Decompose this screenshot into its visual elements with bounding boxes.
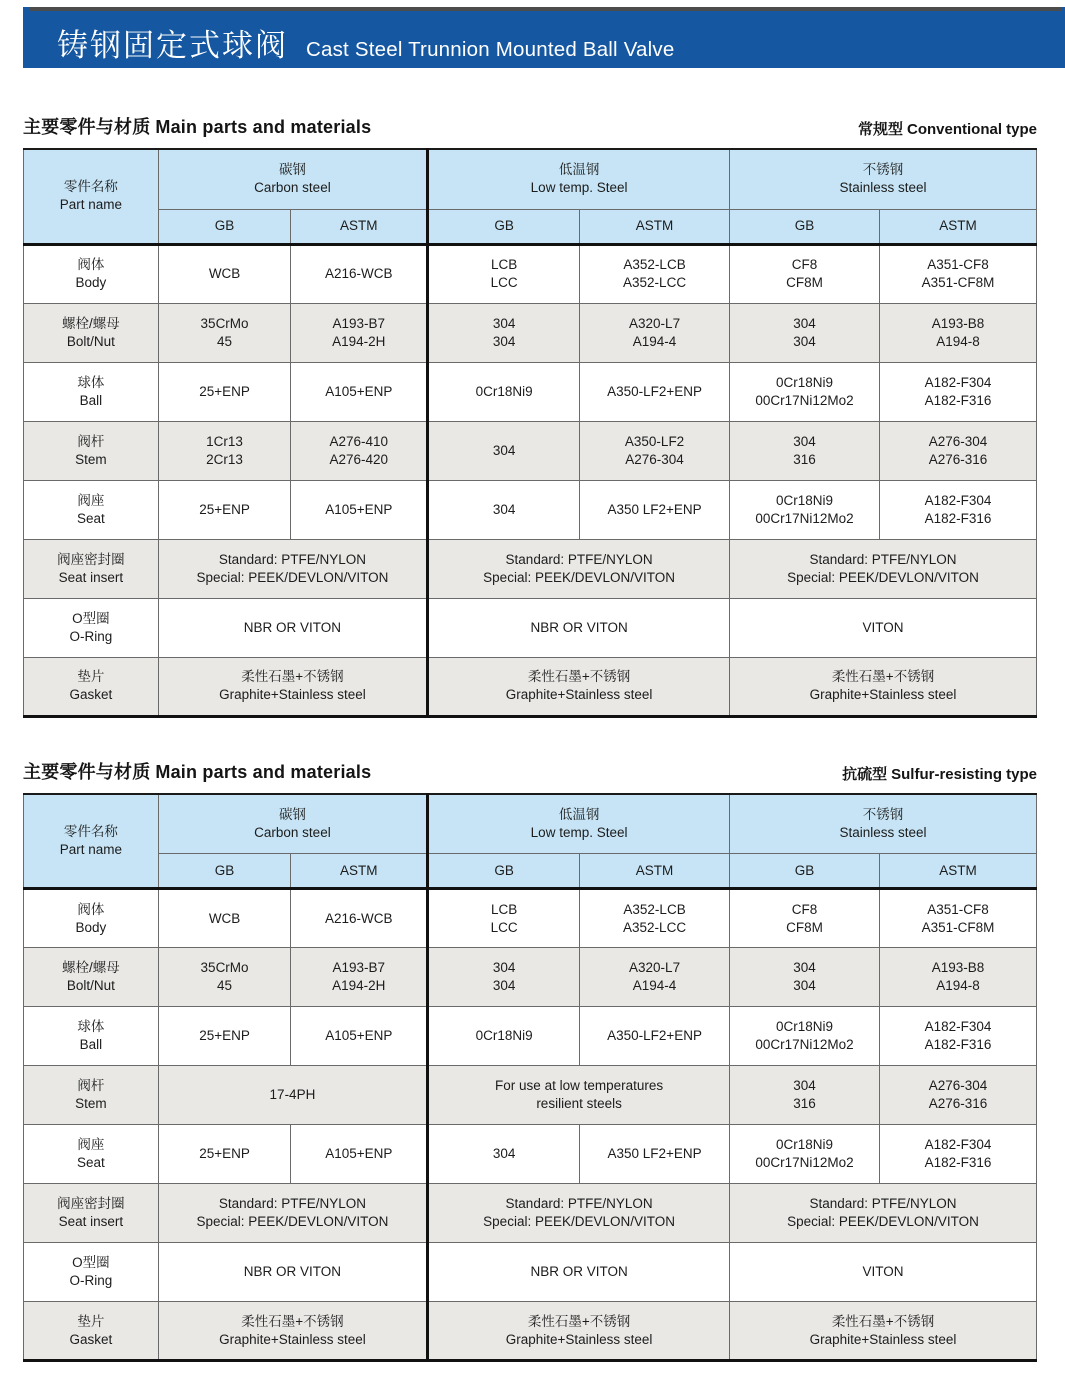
- page-title-zh: 铸钢固定式球阀: [57, 28, 288, 63]
- material-cell: A193-B7 A194-2H: [291, 303, 428, 362]
- table-row: [24, 539, 1037, 598]
- header-subcol-astm: ASTM: [580, 209, 730, 244]
- type-label-zh: 常规型: [857, 121, 903, 138]
- section-title-en: Main parts and materials: [155, 117, 372, 137]
- material-cell: VITON: [730, 598, 1037, 657]
- table-row: [24, 244, 1037, 303]
- table-row: [24, 1184, 1037, 1243]
- materials-table-conventional: [23, 148, 1037, 718]
- header-part-name: 零件名称 Part name: [24, 149, 159, 244]
- material-cell: A193-B8 A194-8: [879, 303, 1036, 362]
- header-group-row: [24, 149, 1037, 209]
- header-group-stainless-steel: 不锈钢 Stainless steel: [730, 794, 1037, 854]
- title-banner: [23, 7, 1065, 68]
- material-cell: A350-LF2+ENP: [580, 1007, 730, 1066]
- header-subcol-astm: ASTM: [291, 854, 428, 889]
- material-cell: VITON: [730, 1243, 1037, 1302]
- material-cell: A105+ENP: [291, 1007, 428, 1066]
- header-subcol-astm: ASTM: [291, 209, 428, 244]
- material-cell: CF8 CF8M: [730, 244, 880, 303]
- table-row: [24, 889, 1037, 948]
- table-row: [24, 948, 1037, 1007]
- material-cell: A351-CF8 A351-CF8M: [879, 244, 1036, 303]
- material-cell: Standard: PTFE/NYLON Special: PEEK/DEVLON/VITON: [158, 1184, 427, 1243]
- table-row: [24, 598, 1037, 657]
- part-name-cell: 阀座密封圈 Seat insert: [24, 1184, 159, 1243]
- material-cell: A351-CF8 A351-CF8M: [879, 889, 1036, 948]
- material-cell: A276-304 A276-316: [879, 421, 1036, 480]
- material-cell: 35CrMo 45: [158, 303, 291, 362]
- header-group-carbon-steel: 碳钢 Carbon steel: [158, 149, 427, 209]
- material-cell: 0Cr18Ni9 00Cr17Ni12Mo2: [730, 362, 880, 421]
- material-cell: A182-F304 A182-F316: [879, 362, 1036, 421]
- type-label-en: Conventional type: [906, 121, 1037, 138]
- material-cell: 柔性石墨+不锈钢 Graphite+Stainless steel: [730, 657, 1037, 716]
- material-cell: A216-WCB: [291, 244, 428, 303]
- material-cell: 17-4PH: [158, 1066, 427, 1125]
- header-part-name: 零件名称 Part name: [24, 794, 159, 889]
- material-cell: A350 LF2+ENP: [580, 480, 730, 539]
- table-row: [24, 1125, 1037, 1184]
- material-cell: LCB LCC: [428, 889, 580, 948]
- part-name-cell: 阀杆 Stem: [24, 421, 159, 480]
- section-title-zh: 主要零件与材质: [23, 761, 151, 782]
- part-name-cell: 阀体 Body: [24, 244, 159, 303]
- header-subcol-astm: ASTM: [580, 854, 730, 889]
- material-cell: 0Cr18Ni9: [428, 1007, 580, 1066]
- material-cell: 35CrMo 45: [158, 948, 291, 1007]
- table-row: [24, 362, 1037, 421]
- table-row: [24, 1007, 1037, 1066]
- material-cell: 304: [428, 480, 580, 539]
- header-subcol-gb: GB: [730, 209, 880, 244]
- part-name-cell: 垫片 Gasket: [24, 657, 159, 716]
- material-cell: LCB LCC: [428, 244, 580, 303]
- material-cell: 0Cr18Ni9 00Cr17Ni12Mo2: [730, 480, 880, 539]
- section-title: [23, 758, 371, 784]
- material-cell: 304 316: [730, 421, 880, 480]
- part-name-cell: 阀座密封圈 Seat insert: [24, 539, 159, 598]
- header-subcol-astm: ASTM: [879, 209, 1036, 244]
- type-label-zh: 抗硫型: [842, 765, 888, 783]
- table-row: [24, 657, 1037, 716]
- material-cell: A216-WCB: [291, 889, 428, 948]
- part-name-cell: 阀体 Body: [24, 889, 159, 948]
- table-row: [24, 1302, 1037, 1361]
- material-cell: A182-F304 A182-F316: [879, 480, 1036, 539]
- material-cell: A105+ENP: [291, 1125, 428, 1184]
- material-cell: 304: [428, 421, 580, 480]
- part-name-cell: 螺栓/螺母 Bolt/Nut: [24, 948, 159, 1007]
- material-cell: 0Cr18Ni9: [428, 362, 580, 421]
- material-cell: 304 304: [428, 948, 580, 1007]
- material-cell: For use at low temperatures resilient steels: [428, 1066, 730, 1125]
- material-cell: 304 304: [730, 948, 880, 1007]
- material-cell: A350-LF2+ENP: [580, 362, 730, 421]
- section-conventional: [23, 113, 1037, 718]
- header-subcol-gb: GB: [158, 209, 291, 244]
- part-name-cell: 阀杆 Stem: [24, 1066, 159, 1125]
- material-cell: 304: [428, 1125, 580, 1184]
- material-cell: WCB: [158, 244, 291, 303]
- material-cell: 25+ENP: [158, 362, 291, 421]
- part-name-cell: 阀座 Seat: [24, 1125, 159, 1184]
- header-subcol-row: [24, 209, 1037, 244]
- header-subcol-gb: GB: [158, 854, 291, 889]
- material-cell: CF8 CF8M: [730, 889, 880, 948]
- header-subcol-row: [24, 854, 1037, 889]
- header-group-row: [24, 794, 1037, 854]
- material-cell: A182-F304 A182-F316: [879, 1125, 1036, 1184]
- material-cell: 0Cr18Ni9 00Cr17Ni12Mo2: [730, 1125, 880, 1184]
- material-cell: NBR OR VITON: [158, 598, 427, 657]
- part-name-cell: 螺栓/螺母 Bolt/Nut: [24, 303, 159, 362]
- material-cell: A352-LCB A352-LCC: [580, 889, 730, 948]
- material-cell: 304 316: [730, 1066, 880, 1125]
- material-cell: 1Cr13 2Cr13: [158, 421, 291, 480]
- material-cell: A276-304 A276-316: [879, 1066, 1036, 1125]
- material-cell: Standard: PTFE/NYLON Special: PEEK/DEVLON/VITON: [428, 1184, 730, 1243]
- material-cell: A105+ENP: [291, 362, 428, 421]
- table-row: [24, 480, 1037, 539]
- part-name-cell: 球体 Ball: [24, 362, 159, 421]
- section-sulfur-resisting: [23, 758, 1037, 1363]
- part-name-cell: O型圈 O-Ring: [24, 1243, 159, 1302]
- table-row: [24, 1243, 1037, 1302]
- header-subcol-gb: GB: [428, 209, 580, 244]
- material-cell: Standard: PTFE/NYLON Special: PEEK/DEVLON/VITON: [730, 539, 1037, 598]
- material-cell: A352-LCB A352-LCC: [580, 244, 730, 303]
- section-header: [23, 113, 1037, 139]
- header-subcol-astm: ASTM: [879, 854, 1036, 889]
- material-cell: 25+ENP: [158, 1125, 291, 1184]
- part-name-cell: 球体 Ball: [24, 1007, 159, 1066]
- header-group-low-temp-steel: 低温钢 Low temp. Steel: [428, 794, 730, 854]
- material-cell: 柔性石墨+不锈钢 Graphite+Stainless steel: [158, 657, 427, 716]
- material-cell: A182-F304 A182-F316: [879, 1007, 1036, 1066]
- material-cell: 柔性石墨+不锈钢 Graphite+Stainless steel: [158, 1302, 427, 1361]
- material-cell: 柔性石墨+不锈钢 Graphite+Stainless steel: [730, 1302, 1037, 1361]
- material-cell: NBR OR VITON: [428, 1243, 730, 1302]
- material-cell: NBR OR VITON: [428, 598, 730, 657]
- material-cell: A276-410 A276-420: [291, 421, 428, 480]
- scan-edge-artifact: [30, 7, 1062, 11]
- material-cell: 柔性石墨+不锈钢 Graphite+Stainless steel: [428, 657, 730, 716]
- material-cell: 304 304: [428, 303, 580, 362]
- material-cell: NBR OR VITON: [158, 1243, 427, 1302]
- material-cell: 304 304: [730, 303, 880, 362]
- header-group-low-temp-steel: 低温钢 Low temp. Steel: [428, 149, 730, 209]
- page-title-en: Cast Steel Trunnion Mounted Ball Valve: [306, 38, 675, 61]
- type-label-en: Sulfur-resisting type: [891, 765, 1037, 783]
- material-cell: A193-B7 A194-2H: [291, 948, 428, 1007]
- section-title-en: Main parts and materials: [155, 761, 372, 782]
- type-label-sulfur-resisting: [842, 763, 1037, 784]
- part-name-cell: O型圈 O-Ring: [24, 598, 159, 657]
- material-cell: A320-L7 A194-4: [580, 948, 730, 1007]
- material-cell: A350-LF2 A276-304: [580, 421, 730, 480]
- table-row: [24, 1066, 1037, 1125]
- header-group-stainless-steel: 不锈钢 Stainless steel: [730, 149, 1037, 209]
- header-subcol-gb: GB: [730, 854, 880, 889]
- material-cell: A320-L7 A194-4: [580, 303, 730, 362]
- material-cell: 25+ENP: [158, 480, 291, 539]
- table-row: [24, 303, 1037, 362]
- section-title: [23, 113, 371, 139]
- part-name-cell: 阀座 Seat: [24, 480, 159, 539]
- type-label-conventional: [858, 118, 1037, 139]
- material-cell: 柔性石墨+不锈钢 Graphite+Stainless steel: [428, 1302, 730, 1361]
- materials-table-sulfur-resisting: [23, 793, 1037, 1363]
- material-cell: A350 LF2+ENP: [580, 1125, 730, 1184]
- section-header: [23, 758, 1037, 784]
- header-group-carbon-steel: 碳钢 Carbon steel: [158, 794, 427, 854]
- material-cell: WCB: [158, 889, 291, 948]
- material-cell: Standard: PTFE/NYLON Special: PEEK/DEVLON/VITON: [428, 539, 730, 598]
- part-name-cell: 垫片 Gasket: [24, 1302, 159, 1361]
- table-row: [24, 421, 1037, 480]
- header-subcol-gb: GB: [428, 854, 580, 889]
- section-title-zh: 主要零件与材质: [23, 117, 151, 137]
- material-cell: A105+ENP: [291, 480, 428, 539]
- material-cell: Standard: PTFE/NYLON Special: PEEK/DEVLON/VITON: [730, 1184, 1037, 1243]
- material-cell: A193-B8 A194-8: [879, 948, 1036, 1007]
- material-cell: Standard: PTFE/NYLON Special: PEEK/DEVLON/VITON: [158, 539, 427, 598]
- material-cell: 25+ENP: [158, 1007, 291, 1066]
- material-cell: 0Cr18Ni9 00Cr17Ni12Mo2: [730, 1007, 880, 1066]
